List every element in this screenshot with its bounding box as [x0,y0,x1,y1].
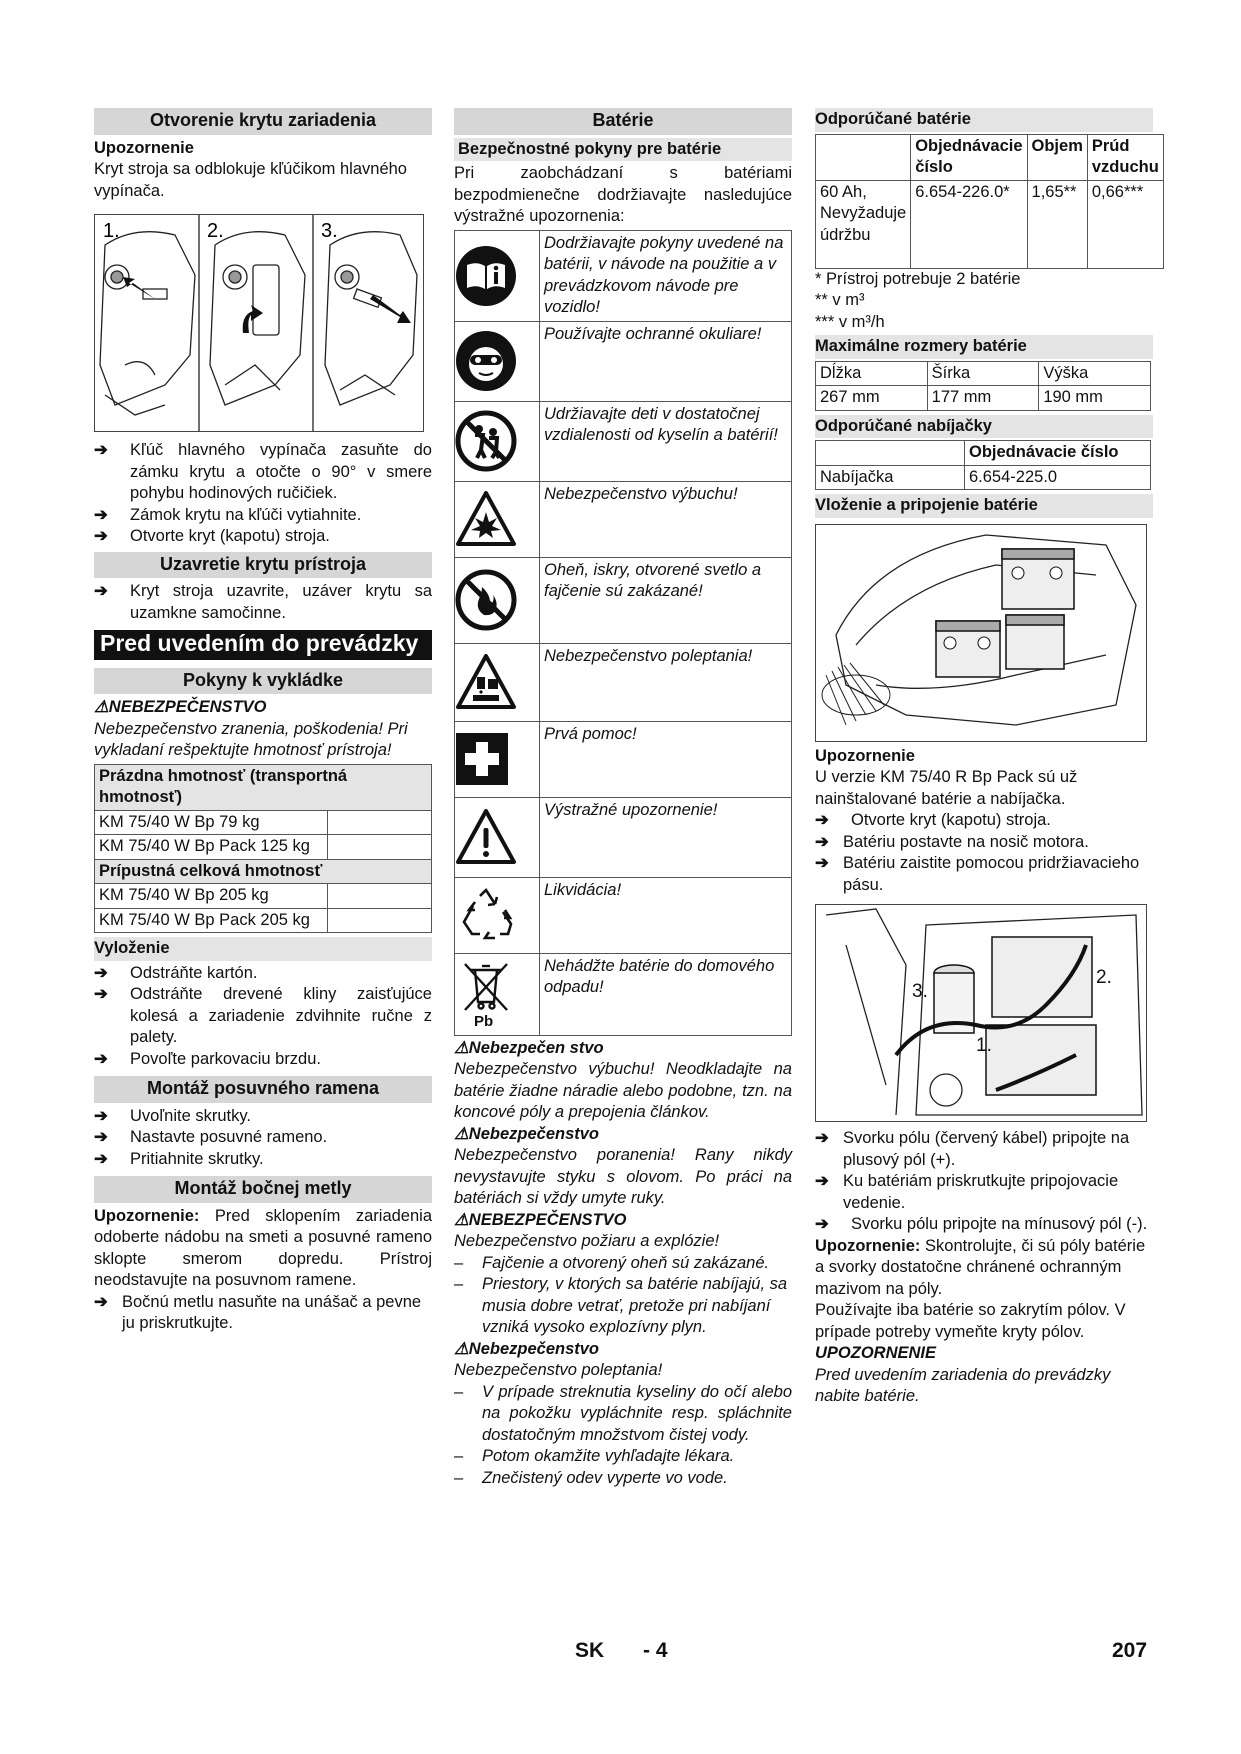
pb-label: Pb [474,1013,494,1030]
charger-cell: Nabíjačka [816,465,965,490]
figure-open-cover [94,214,424,432]
warning-text: Nebezpečenstvo výbuchu! Neodkladajte na batérie žiadne náradie alebo podobne, tzn. na koncové póly a prepojenia článkov. [454,1060,792,1121]
section-heading-batteries: Batérie [454,108,792,135]
subheading-insert-battery: Vloženie a pripojenie batérie [815,494,1153,518]
first-aid-icon [455,721,540,797]
recycle-icon [455,877,540,953]
subheading-recommended-batteries: Odporúčané batérie [815,108,1153,132]
weight-header-total: Prípustná celková hmotnosť [95,859,432,884]
list-item: – V prípade streknutia kyseliny do očí alebo na pokožku vypláchnite resp. spláchnite dostatočným množstvom čistej vody. [454,1382,792,1444]
dims-cell: 190 mm [1039,386,1151,411]
fig2-label-2: 2. [1096,967,1112,988]
column-2 [454,108,792,1489]
weight-cell: KM 75/40 W Bp Pack 205 kg [95,908,328,933]
fig2-label-1: 1. [976,1035,992,1056]
safety-symbols-table: Dodržiavajte pokyny uvedené na batérii, v návode na použitie a v prevádzkovom návode pre vozidlo! Používajte ochranné okuliare! Udržiavajte deti v dostatočnej vzdialenosti od kyselín a batérií! Nebezpečenstvo výbuchu! Oheň, iskry, otvorené svetlo a fajčenie sú zakázané! Nebezpečenstvo poleptania! Prvá pomoc! Výstražné upozornenie! Likvidácia! Pb Nehádžte batérie do domového odpadu! [454,230,792,1036]
footnote: *** v m³/h [815,312,885,331]
section-heading-close-cover: Uzavretie krytu prístroja [94,552,432,579]
step-item: ➔ Otvorte kryt (kapotu) stroja. [815,811,1051,829]
step-item: ➔ Povoľte parkovaciu brzdu. [94,1049,321,1068]
note-label: Upozornenie [815,746,915,765]
list-item: – Fajčenie a otvorený oheň sú zakázané. [454,1253,770,1272]
warning-label: ⚠Nebezpečenstvo [454,1339,600,1358]
note-text: Kryt stroja sa odblokuje kľúčikom hlavného vypínača. [94,160,407,200]
section-heading-arm: Montáž posuvného ramena [94,1076,432,1103]
column-1 [94,108,432,1335]
step-item: ➔ Kryt stroja uzavrite, uzáver krytu sa uzamkne samočinne. [94,582,432,622]
dims-header: Šírka [927,361,1039,386]
figure-battery-compartment [815,524,1147,742]
danger-label: ⚠NEBEZPEČENSTVO [94,698,267,716]
no-bin-pb-icon [455,953,540,1035]
subheading-unloading: Vyloženie [94,937,432,961]
step-item: ➔ Nastavte posuvné rameno. [94,1128,328,1146]
battery-header: Objednávacie číslo [911,134,1027,180]
list-item: – Potom okamžite vyhľadajte lékara. [454,1447,735,1465]
warning-text: Nebezpečenstvo požiaru a explózie! [454,1232,720,1250]
section-heading-unloading: Pokyny k vykládke [94,668,432,695]
weight-cell: KM 75/40 W Bp 79 kg [95,810,328,835]
caution-text: Pred uvedením zariadenia do prevádzky nabite batérie. [815,1365,1111,1405]
step-item: ➔ Odstráňte kartón. [94,963,258,982]
battery-compartment-illustration [816,525,1146,741]
dims-header: Výška [1039,361,1151,386]
battery-cell: 6.654-226.0* [911,180,1027,268]
step-item: ➔ Odstráňte drevené kliny zaisťujúce kolesá a zariadenie zdvihnite ručne z palety. [94,985,432,1046]
battery-connection-illustration [816,905,1146,1121]
list-item: – Priestory, v ktorých sa batérie nabíjajú, sa musia dobre vetrať, pretože pri nabíjaní vzniká vysoko explozívny plyn. [454,1275,788,1336]
broom-note: Upozornenie: Pred sklopením zariadenia odoberte nádobu na smeti a posuvné rameno sklopte smerom dopredu. Prístroj neodstavujte na posuvnom ramene. [94,1206,432,1289]
no-children-icon [455,401,540,481]
step-item: ➔ Bočnú metlu nasuňte na unášač a pevne ju priskrutkujte. [94,1292,422,1332]
figure-battery-connection [815,904,1147,1122]
covers-text: Používajte iba batérie so zakrytím pólov. V prípade potreby vymeňte kryty pólov. [815,1301,1126,1341]
battery-header [816,134,911,180]
open-cover-illustration [95,215,423,431]
weight-header-empty: Prázdna hmotnosť (transportná hmotnosť) [95,764,432,810]
step-item: ➔ Uvoľnite skrutky. [94,1106,251,1125]
note-text: U verzie KM 75/40 R Bp Pack sú už nainštalované batérie a nabíjačka. [815,768,1078,808]
battery-table [815,134,1164,269]
step-item: ➔ Zámok krytu na kľúči vytiahnite. [94,505,362,524]
step-item: ➔ Ku batériám priskrutkujte pripojovacie vedenie. [815,1172,1119,1212]
dims-cell: 177 mm [927,386,1039,411]
list-item: – Znečistený odev vyperte vo vode. [454,1468,728,1487]
no-fire-icon [455,557,540,643]
step-item: ➔ Svorku pólu pripojte na mínusový pól (-). [815,1215,1148,1233]
section-heading-open-cover: Otvorenie krytu zariadenia [94,108,432,135]
charger-table [815,440,1151,490]
column-3 [815,106,1159,1408]
charger-header: Objednávacie číslo [965,441,1151,466]
footer-language: SK [575,1639,605,1662]
goggles-icon [455,321,540,401]
warning-label: ⚠NEBEZPEČENSTVO [454,1210,627,1229]
warning-text: Nebezpečenstvo poleptania! [454,1361,663,1379]
caution-label: UPOZORNENIE [815,1344,937,1362]
step-item: ➔ Pritiahnite skrutky. [94,1149,264,1168]
note-label: Upozornenie [94,138,194,157]
step-item: ➔ Otvorte kryt (kapotu) stroja. [94,527,330,545]
warning-text: Nebezpečenstvo poranenia! Rany nikdy nevystavujte styku s olovom. Po práci na batériách si vždy umyte ruky. [454,1146,792,1207]
subheading-chargers: Odporúčané nabíjačky [815,415,1153,439]
subheading-dimensions: Maximálne rozmery batérie [815,335,1153,359]
footer-page-number: 207 [1112,1639,1148,1662]
step-item: ➔ Batériu postavte na nosič motora. [815,832,1089,851]
explosion-icon [455,481,540,557]
danger-text: Nebezpečenstvo zranenia, poškodenia! Pri vykladaní rešpektujte hmotnosť prístroja! [94,719,408,759]
fig-step-2: 2. [207,220,224,242]
weight-table [94,764,432,934]
fig-step-1: 1. [103,220,120,242]
weight-cell: KM 75/40 W Bp Pack 125 kg [95,835,328,860]
battery-header: Objem [1027,134,1087,180]
subheading-safety: Bezpečnostné pokyny pre batérie [454,138,792,162]
weight-cell: KM 75/40 W Bp 205 kg [95,884,328,909]
dims-cell: 267 mm [816,386,928,411]
footnote: ** v m³ [815,291,865,309]
corrosion-icon [455,643,540,721]
footnote: * Prístroj potrebuje 2 batérie [815,269,1021,288]
battery-cell: 60 Ah, Nevyžaduje údržbu [816,180,911,268]
charger-cell: 6.654-225.0 [965,465,1151,490]
step-item: ➔ Batériu zaistite pomocou pridržiavacieho pásu. [815,854,1140,894]
footer-local-page: - 4 [643,1639,668,1662]
fig-step-3: 3. [321,220,338,242]
step-item: ➔ Svorku pólu (červený kábel) pripojte na plusový pól (+). [815,1129,1130,1169]
fig2-label-3: 3. [912,981,928,1002]
battery-cell: 0,66*** [1087,180,1163,268]
manual-icon [455,230,540,321]
safety-intro: Pri zaobchádzaní s batériami bezpodmienečne dodržiavajte nasledujúce výstražné upozornenia: [454,164,792,225]
dimensions-table [815,361,1151,411]
warning-label: ⚠Nebezpečen stvo [454,1038,604,1057]
battery-header: Prúd vzduchu [1087,134,1163,180]
dims-header: Dĺžka [816,361,928,386]
check-note: Upozornenie: Skontrolujte, či sú póly batérie a svorky dostatočne chránené ochranným mazivom na póly. [815,1236,1146,1298]
battery-cell: 1,65** [1027,180,1087,268]
warning-icon [455,797,540,877]
section-heading-broom: Montáž bočnej metly [94,1176,432,1203]
step-item: ➔ Kľúč hlavného vypínača zasuňte do zámku krytu a otočte o 90° v smere pohybu hodinových ručičiek. [94,441,432,502]
warning-label: ⚠Nebezpečenstvo [454,1124,600,1143]
chapter-heading: Pred uvedením do prevádzky [94,630,432,660]
